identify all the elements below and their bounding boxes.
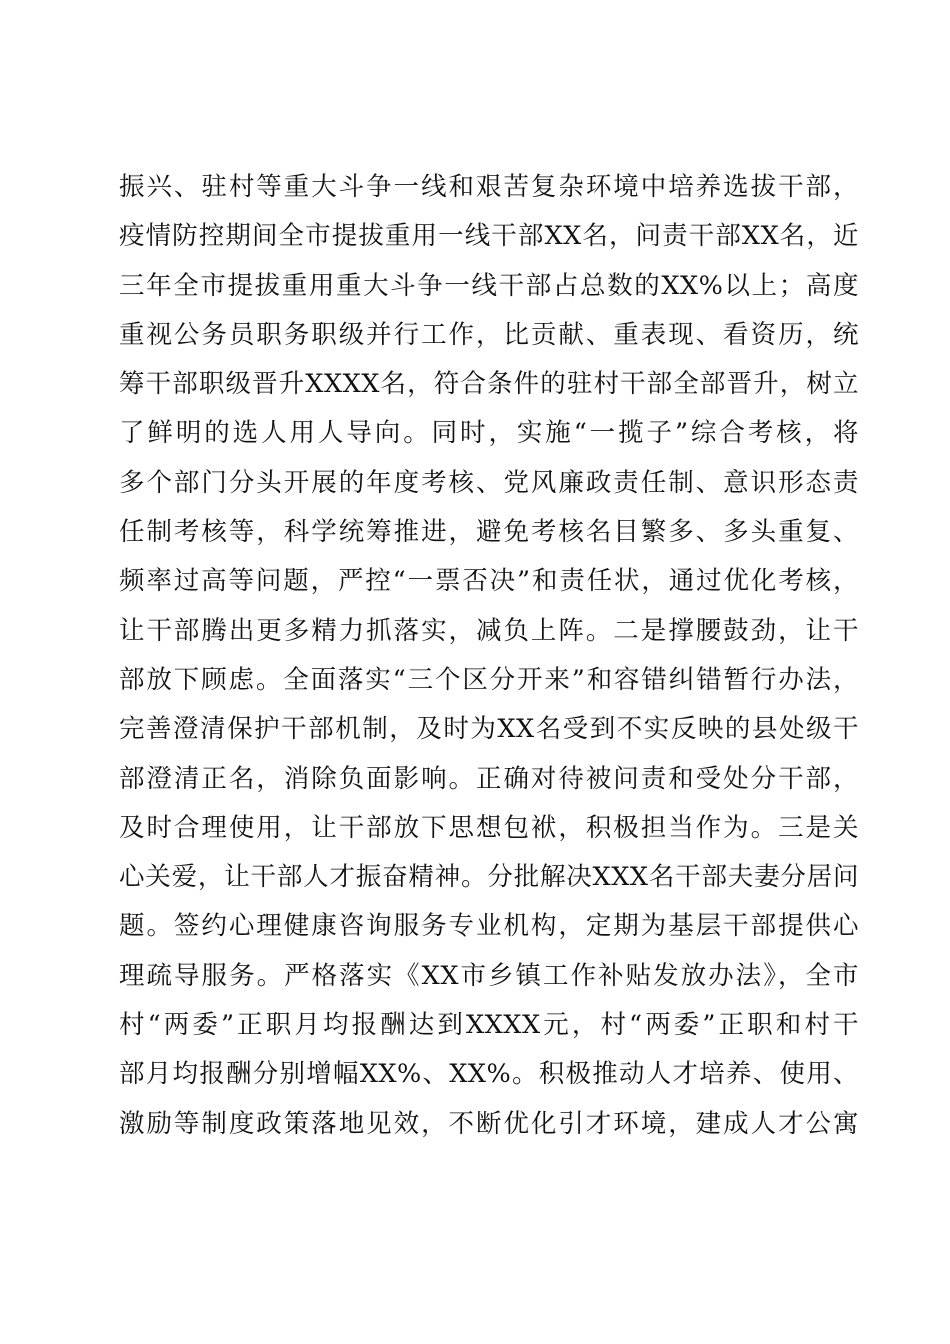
- text-line: 激励等制度政策落地见效，不断优化引才环境，建成人才公寓: [119, 1108, 859, 1139]
- text-line: 理疏导服务。严格落实《XX市乡镇工作补贴发放办法》，全市: [119, 960, 859, 991]
- text-line: 频率过高等问题，严控“一票否决”和责任状，通过优化考核，: [119, 566, 859, 597]
- text-line: 题。签约心理健康咨询服务专业机构，定期为基层干部提供心: [119, 911, 859, 942]
- text-line: 让干部腾出更多精力抓落实，减负上阵。二是撑腰鼓劲，让干: [119, 615, 859, 646]
- text-line: 部月均报酬分别增幅XX%、XX%。积极推动人才培养、使用、: [119, 1059, 859, 1090]
- text-line: 心关爱，让干部人才振奋精神。分批解决XXX名干部夫妻分居问: [119, 862, 859, 893]
- text-line: 筹干部职级晋升XXXX名，符合条件的驻村干部全部晋升，树立: [119, 369, 859, 400]
- text-line: 完善澄清保护干部机制，及时为XX名受到不实反映的县处级干: [119, 714, 859, 745]
- text-line: 部放下顾虑。全面落实“三个区分开来”和容错纠错暂行办法，: [119, 664, 859, 695]
- text-line: 三年全市提拔重用重大斗争一线干部占总数的XX%以上；高度: [119, 270, 859, 301]
- body-text: [119, 163, 859, 1149]
- text-line: 多个部门分头开展的年度考核、党风廉政责任制、意识形态责: [119, 467, 859, 498]
- text-line: 重视公务员职务职级并行工作，比贡献、重表现、看资历，统: [119, 319, 859, 350]
- text-line: 振兴、驻村等重大斗争一线和艰苦复杂环境中培养选拔干部，: [119, 172, 859, 202]
- text-line: 部澄清正名，消除负面影响。正确对待被问责和受处分干部，: [119, 763, 859, 794]
- text-line: 村“两委”正职月均报酬达到XXXX元，村“两委”正职和村干: [119, 1010, 859, 1041]
- text-line: 疫情防控期间全市提拔重用一线干部XX名，问责干部XX名，近: [119, 221, 859, 252]
- text-line: 及时合理使用，让干部放下思想包袱，积极担当作为。三是关: [119, 812, 859, 843]
- text-line: 任制考核等，科学统筹推进，避免考核名目繁多、多头重复、: [119, 517, 859, 548]
- text-line: 了鲜明的选人用人导向。同时，实施“一揽子”综合考核，将: [119, 418, 859, 449]
